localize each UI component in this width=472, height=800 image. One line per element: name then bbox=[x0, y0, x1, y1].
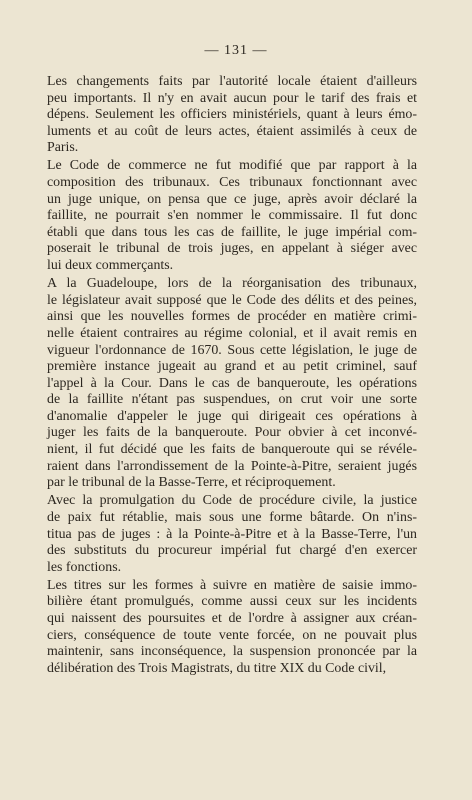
text-line: dépens. Seulement les officiers ministériels, quant à leurs émo- bbox=[47, 107, 417, 123]
text-line: poserait le tribunal de trois juges, en appelant à siéger avec bbox=[47, 241, 417, 257]
body-text bbox=[47, 74, 417, 679]
text-line: d'anomalie d'appeler le juge qui dirigeait ces opérations à bbox=[47, 408, 417, 424]
text-line: ciers, conséquence de toute vente forcée, on ne pouvait plus bbox=[47, 627, 417, 643]
paragraph bbox=[47, 74, 417, 157]
text-line: première instance jugeait au grand et au petit criminel, sauf bbox=[47, 359, 417, 375]
text-line: faillite, ne pourrait s'en nommer le commissaire. Il fut donc bbox=[47, 208, 417, 224]
text-line: délibération des Trois Magistrats, du titre XIX du Code civil, bbox=[47, 660, 387, 676]
text-line: Paris. bbox=[47, 140, 79, 156]
text-line: vigueur l'ordonnance de 1670. Sous cette législation, le juge de bbox=[47, 342, 417, 358]
text-line: raient dans l'arrondissement de la Pointe-à-Pitre, seraient jugés bbox=[47, 458, 417, 474]
paragraph bbox=[47, 158, 417, 274]
text-line: composition des tribunaux. Ces tribunaux fonctionnant avec bbox=[47, 175, 417, 191]
text-line: de paix fut rétablie, mais sous une forme bâtarde. On n'ins- bbox=[47, 509, 417, 525]
text-line: Les titres sur les formes à suivre en matière de saisie immo- bbox=[47, 577, 417, 593]
text-line: le législateur avait supposé que le Code des délits et des peines, bbox=[47, 292, 417, 308]
text-line: titua pas de juges : à la Pointe-à-Pitre et à la Basse-Terre, l'un bbox=[47, 526, 417, 542]
paragraph bbox=[47, 493, 417, 576]
text-line: Les changements faits par l'autorité locale étaient d'ailleurs bbox=[47, 74, 417, 89]
text-line: l'appel à la Cour. Dans le cas de banqueroute, les opérations bbox=[47, 375, 417, 391]
text-line: nient, il fut décidé que les faits de banqueroute qui se révéle- bbox=[47, 442, 417, 458]
text-line: par le tribunal de la Basse-Terre, et réciproquement. bbox=[47, 475, 336, 491]
paragraph bbox=[47, 276, 417, 492]
text-line: nelle étaient contraires au régime colonial, et il avait remis en bbox=[47, 325, 417, 341]
paragraph bbox=[47, 578, 417, 678]
text-line: de la faillite n'étant pas suspendues, on crut voir une sorte bbox=[47, 392, 417, 408]
text-line: maintenir, sans inconséquence, la suspension prononcée par la bbox=[47, 644, 417, 660]
text-line: juger les faits de la banqueroute. Pour obvier à cet inconvé- bbox=[47, 425, 417, 441]
text-line: A la Guadeloupe, lors de la réorganisation des tribunaux, bbox=[47, 276, 417, 292]
page-number: — 131 — bbox=[204, 43, 268, 58]
text-line: peu importants. Il n'y en avait aucun pour le tarif des frais et bbox=[47, 90, 417, 106]
text-line: Le Code de commerce ne fut modifié que par rapport à la bbox=[47, 158, 417, 174]
text-line: établi que dans tous les cas de faillite, le juge impérial com- bbox=[47, 224, 417, 240]
text-line: bilière étant promulgués, comme aussi ceux sur les incidents bbox=[47, 594, 417, 610]
text-line: lui deux commerçants. bbox=[47, 258, 174, 274]
text-line: qui naissent des poursuites et de l'ordre à assigner aux créan- bbox=[47, 611, 417, 626]
text-line: ainsi que les nouvelles formes de procéder en matière crimi- bbox=[47, 309, 417, 325]
text-line: les fonctions. bbox=[47, 559, 122, 575]
text-line: luments et au coût de leurs actes, étaient assimilés à ceux de bbox=[47, 123, 417, 139]
text-line: Avec la promulgation du Code de procédure civile, la justice bbox=[47, 493, 417, 509]
text-line: un juge unique, on pensa que ce juge, après avoir déclaré la bbox=[47, 191, 417, 207]
text-line: des substituts du procureur impérial fut chargé d'en exercer bbox=[47, 543, 417, 559]
